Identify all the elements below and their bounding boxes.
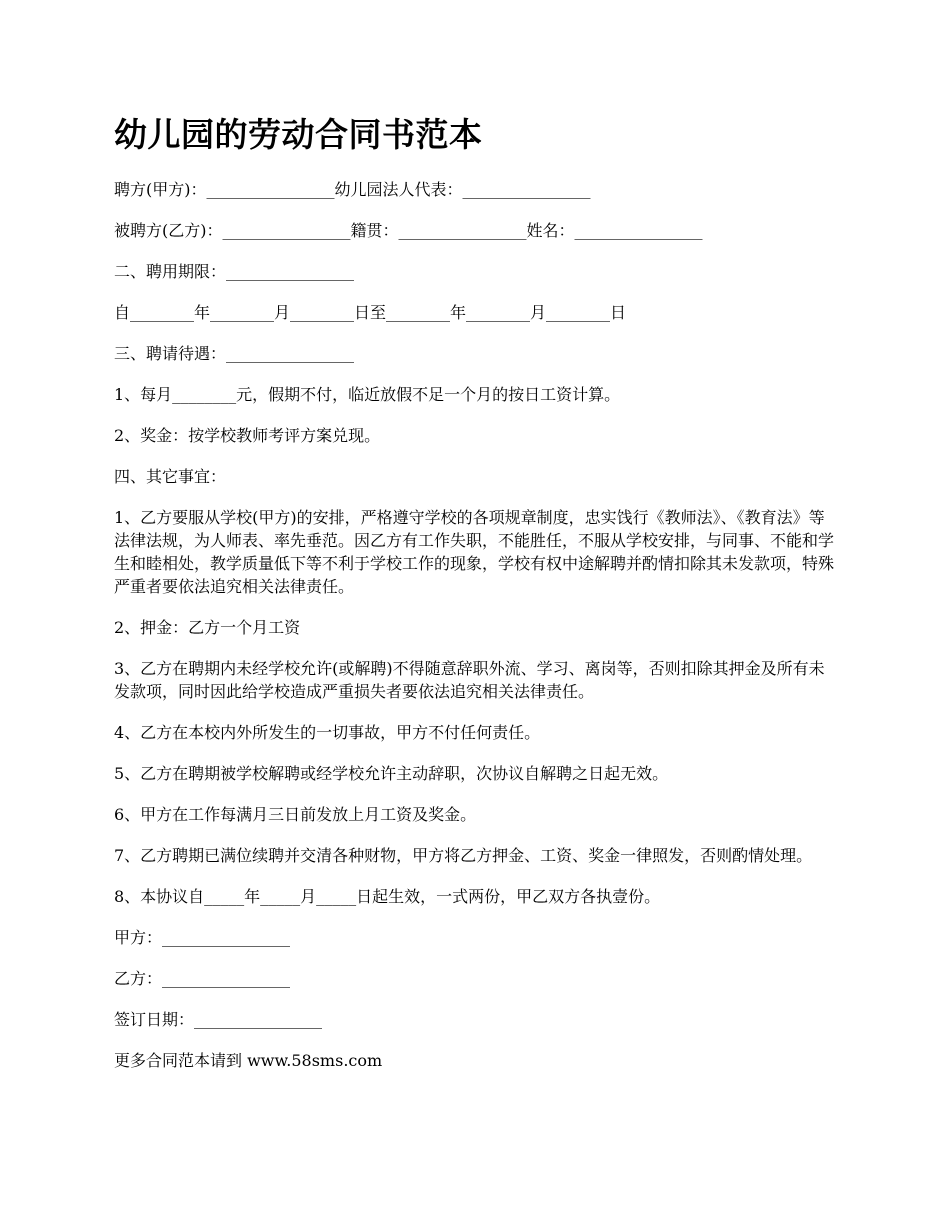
- document-page: [114, 112, 840, 1090]
- signing-date: 签订日期：________________: [114, 1010, 323, 1029]
- employment-term-dates: 自________年________月________日至________年________月________日: [114, 303, 627, 322]
- other-matters-item-8: 8、本协议自_____年_____月_____日起生效，一式两份，甲乙双方各执壹份。: [114, 887, 661, 906]
- other-matters-heading: 四、其它事宜：: [114, 467, 227, 486]
- signature-party-a: 甲方：________________: [114, 928, 291, 947]
- footer-more-templates: 更多合同范本请到 www.58sms.com: [114, 1051, 383, 1070]
- compensation-item-1: 1、每月________元，假期不付，临近放假不足一个月的按日工资计算。: [114, 385, 621, 404]
- other-matters-item-5: 5、乙方在聘期被学校解聘或经学校允许主动辞职，次协议自解聘之日起无效。: [114, 764, 669, 783]
- other-matters-item-2: 2、押金：乙方一个月工资: [114, 618, 301, 637]
- signature-party-b: 乙方：________________: [114, 969, 291, 988]
- other-matters-item-1: 1、乙方要服从学校(甲方)的安排，严格遵守学校的各项规章制度，忠实饯行《教师法》、《教育法》等法律法规，为人师表、率先垂范。因乙方有工作失职，不能胜任，不服从学校安排，与同事、不能和学生和睦相处，教学质量低下等不利于学校工作的现象，学校有权中途解聘并酌情扣除其未发款项，特殊严重者要依法追究相关法律责任。: [114, 508, 835, 596]
- other-matters-item-7: 7、乙方聘期已满位续聘并交清各种财物，甲方将乙方押金、工资、奖金一律照发，否则酌情处理。: [114, 846, 813, 865]
- party-b-line: 被聘方(乙方)：________________籍贯：________________姓名：________________: [114, 221, 703, 240]
- employment-term-heading: 二、聘用期限：________________: [114, 262, 355, 281]
- compensation-heading: 三、聘请待遇：________________: [114, 344, 355, 363]
- other-matters-item-6: 6、甲方在工作每满月三日前发放上月工资及奖金。: [114, 805, 477, 824]
- document-title: 幼儿园的劳动合同书范本: [114, 115, 483, 154]
- party-a-line: 聘方(甲方)：________________幼儿园法人代表：________________: [114, 180, 591, 199]
- other-matters-item-3: 3、乙方在聘期内未经学校允许(或解聘)不得随意辞职外流、学习、离岗等，否则扣除其押金及所有未发款项，同时因此给学校造成严重损失者要依法追究相关法律责任。: [114, 659, 825, 701]
- compensation-item-2: 2、奖金：按学校教师考评方案兑现。: [114, 426, 381, 445]
- other-matters-item-4: 4、乙方在本校内外所发生的一切事故，甲方不付任何责任。: [114, 723, 541, 742]
